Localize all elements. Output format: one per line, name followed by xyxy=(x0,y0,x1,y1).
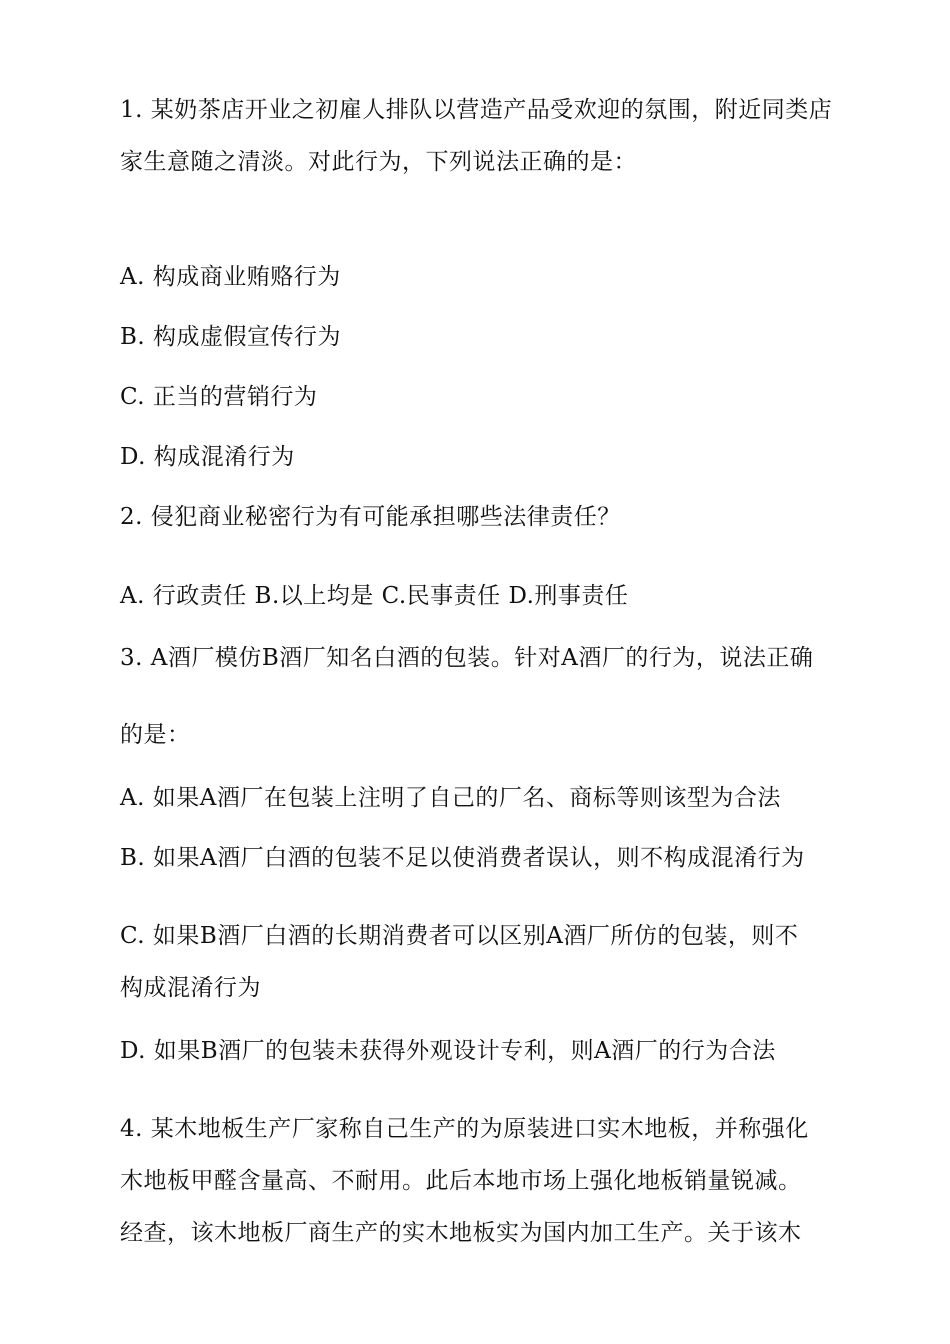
q1-option-b: B. 构成虚假宣传行为 xyxy=(120,324,342,350)
q3-option-c-line-1: C. 如果B酒厂白酒的长期消费者可以区别A酒厂所仿的包装，则不 xyxy=(120,923,799,949)
q1-stem-line-1: 1. 某奶茶店开业之初雇人排队以营造产品受欢迎的氛围，附近同类店 xyxy=(120,97,833,123)
q3-option-b: B. 如果A酒厂白酒的包装不足以使消费者误认，则不构成混淆行为 xyxy=(120,845,805,871)
q4-stem-line-1: 4. 某木地板生产厂家称自己生产的为原装进口实木地板，并称强化 xyxy=(120,1116,809,1142)
q1-stem-line-2: 家生意随之清淡。对此行为，下列说法正确的是： xyxy=(120,149,637,175)
q1-option-c: C. 正当的营销行为 xyxy=(120,384,318,410)
q1-option-d: D. 构成混淆行为 xyxy=(120,444,295,470)
q2-options-line: A. 行政责任 B.以上均是 C.民事责任 D.刑事责任 xyxy=(120,583,629,609)
q3-option-d: D. 如果B酒厂的包装未获得外观设计专利，则A酒厂的行为合法 xyxy=(120,1038,776,1064)
q1-option-a: A. 构成商业贿赂行为 xyxy=(120,264,341,290)
q4-stem-line-3: 经查，该木地板厂商生产的实木地板实为国内加工生产。关于该木 xyxy=(120,1220,802,1246)
q3-option-a: A. 如果A酒厂在包装上注明了自己的厂名、商标等则该型为合法 xyxy=(120,785,781,811)
q3-stem-line-2: 的是： xyxy=(120,722,191,748)
q4-stem-line-2: 木地板甲醛含量高、不耐用。此后本地市场上强化地板销量锐减。 xyxy=(120,1168,802,1194)
q2-stem-line-1: 2. 侵犯商业秘密行为有可能承担哪些法律责任？ xyxy=(120,504,621,530)
q3-option-c-line-2: 构成混淆行为 xyxy=(120,975,261,1001)
q3-stem-line-1: 3. A酒厂模仿B酒厂知名白酒的包装。针对A酒厂的行为，说法正确 xyxy=(120,645,814,671)
